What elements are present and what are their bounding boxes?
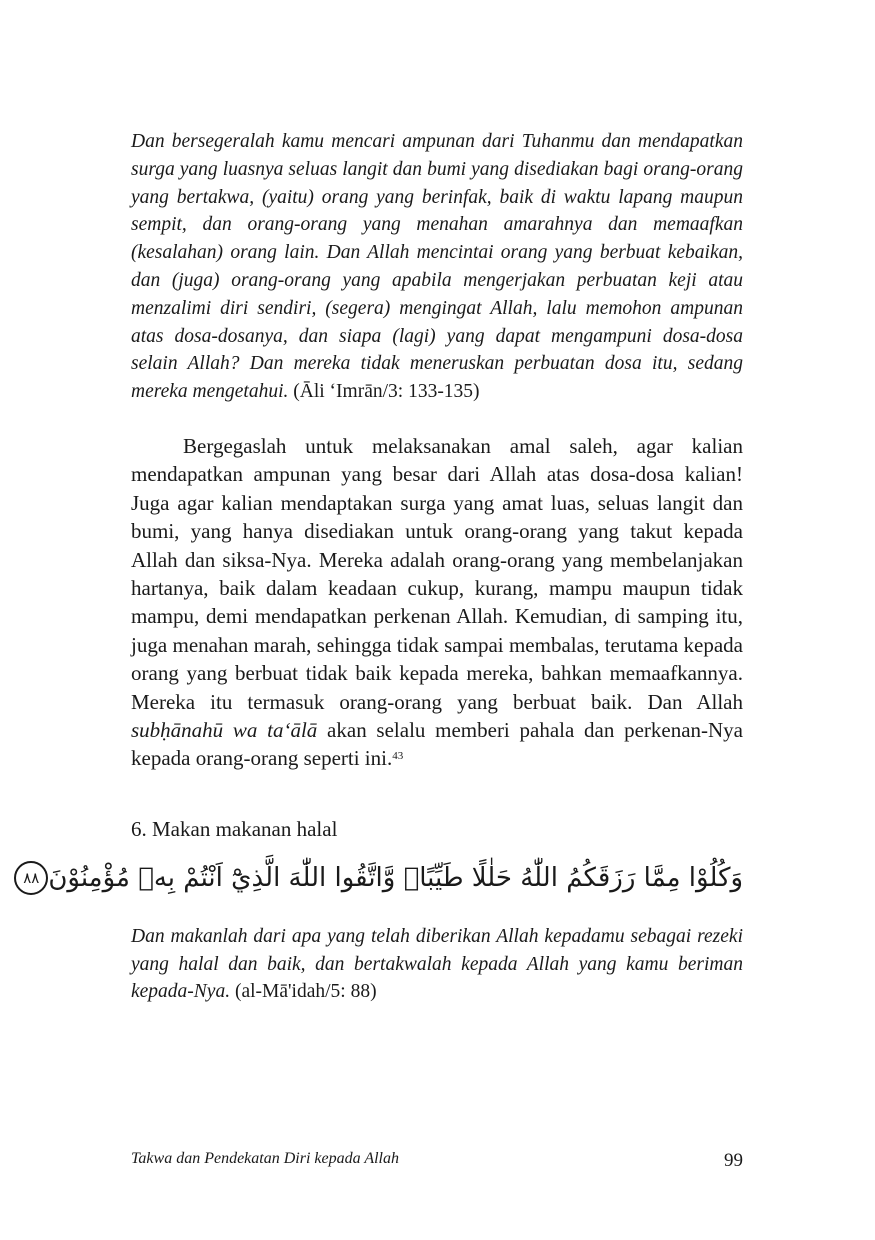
verse-reference: (Āli ‘Imrān/3: 133-135) xyxy=(293,381,480,403)
body-paragraph xyxy=(131,432,743,773)
arabic-verse xyxy=(23,855,743,901)
ayah-number-icon: ٨٨ xyxy=(14,861,48,895)
arabic-text: وَكُلُوْا مِمَّا رَزَقَكُمُ اللّٰهُ حَلٰلًا طَيِّبًاۖ وَّاتَّقُوا اللّٰهَ الَّذِيْٓ اَنْتُمْ بِهٖ مُؤْمِنُوْنَ xyxy=(48,862,743,893)
page-footer xyxy=(131,1150,743,1172)
paragraph-text-end: akan selalu memberi pahala dan perkenan-Nya kepada orang-orang seperti ini. xyxy=(131,718,744,771)
quote-text: Dan makanlah dari apa yang telah diberikan Allah kepadamu sebagai rezeki yang halal dan baik, dan bertakwalah kepada Allah yang kamu beriman kepada-Nya. xyxy=(131,925,743,1003)
paragraph-text: Bergegaslah untuk melaksanakan amal saleh, agar kalian mendapatkan ampunan yang besar dari Allah atas dosa-dosa kalian! Juga agar kalian mendaptakan surga yang amat luas, seluas langit dan bumi, yang hanya disediakan untuk orang-orang yang takut kepada Allah dan siksa-Nya. Mereka adalah orang-orang yang membelanjakan hartanya, baik dalam keadaan cukup, kurang, mampu maupun tidak mampu, demi mendapatkan perkenan Allah. Kemudian, di samping itu, juga menahan marah, sehingga tidak sampai membalas, terutama kepada orang yang berbuat tidak baik kepada mereka, bahkan memaafkannya. Mereka itu termasuk orang-orang yang berbuat baik. Dan Allah xyxy=(131,433,743,714)
quran-translation-1 xyxy=(131,128,743,406)
page-content xyxy=(23,128,744,1006)
verse-reference: (al-Mā'idah/5: 88) xyxy=(234,981,377,1003)
section-heading: 6. Makan makanan halal xyxy=(131,816,338,841)
footnote-marker: 43 xyxy=(392,750,404,763)
page-number: 99 xyxy=(724,1150,743,1171)
quran-translation-2 xyxy=(131,923,743,1006)
running-title: Takwa dan Pendekatan Diri kepada Allah xyxy=(131,1150,399,1167)
italic-phrase: subḥānahū wa ta‘ālā xyxy=(131,718,318,743)
quote-text: Dan bersegeralah kamu mencari ampunan dari Tuhanmu dan mendapatkan surga yang luasnya seluas langit dan bumi yang disediakan bagi orang-orang yang bertakwa, (yaitu) orang yang berinfak, baik di waktu lapang maupun sempit, dan orang-orang yang menahan amarahnya dan memaafkan (kesalahan) orang lain. Dan Allah mencintai orang yang berbuat kebaikan, dan (juga) orang-orang yang apabila mengerjakan perbuatan keji atau menzalimi diri sendiri, (segera) mengingat Allah, lalu memohon ampunan atas dosa-dosanya, dan siapa (lagi) yang dapat mengampuni dosa-dosa selain Allah? Dan mereka tidak meneruskan perbuatan dosa itu, sedang mereka mengetahui. xyxy=(131,131,743,403)
